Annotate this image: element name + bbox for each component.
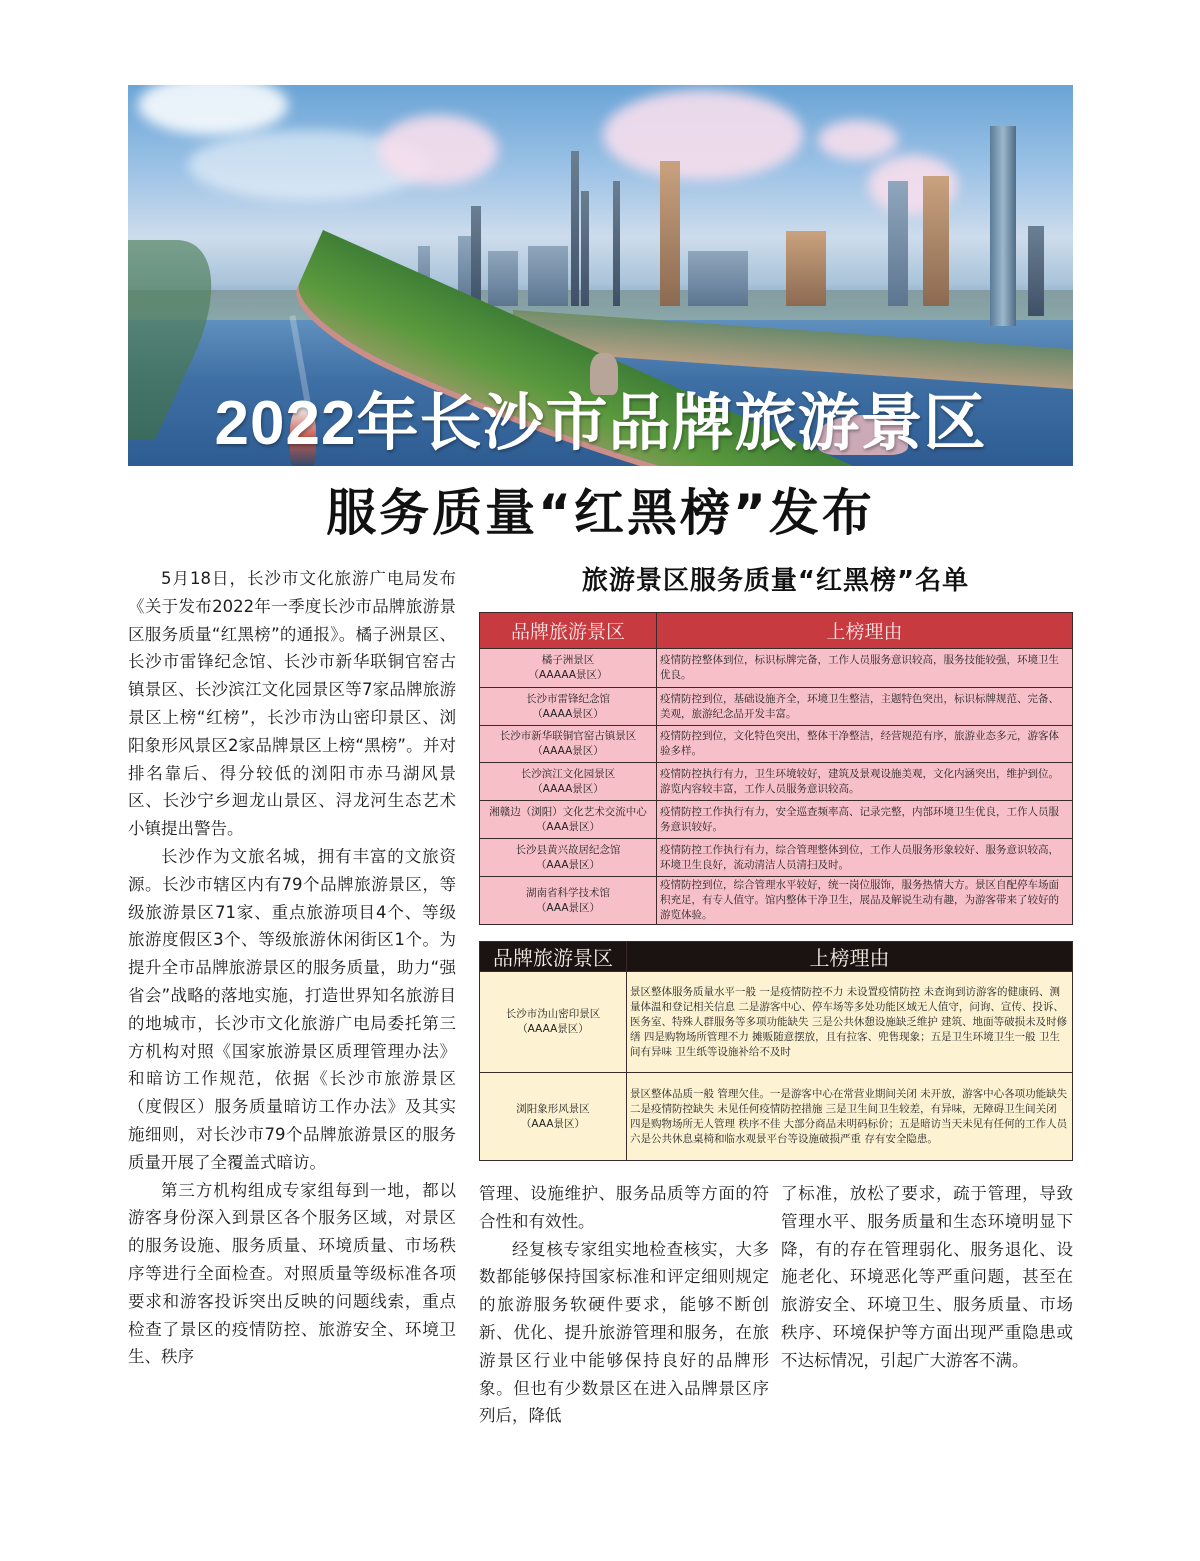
black-list-table — [479, 941, 1073, 1161]
table-header-row — [480, 613, 1073, 649]
reason-cell: 景区整体品质一般 管理欠佳。一是游客中心在常营业期间关闭 未开放，游客中心各项功能缺失 二是疫情防控缺失 未见任何疫情防控措施 三是卫生间卫生较差，有异味，无障碍卫生间关闭 四是购物场所无人管理 秩序不佳 大部分商品未明码标价；五是暗访当天未见有任何的工作人员 六是公共休息桌椅和临水观景平台等设施破损严重 存有安全隐患。 — [627, 1073, 1073, 1161]
article-right-column — [781, 1180, 1073, 1375]
scenic-area-cell — [480, 649, 657, 688]
cloud-shape — [818, 120, 898, 160]
scenic-area-cell — [480, 877, 657, 925]
table-row — [480, 801, 1073, 839]
reason-cell: 景区整体服务质量水平一般 一是疫情防控不力 未设置疫情防控 未查询到访游客的健康码、测量体温和登记相关信息 二是游客中心、停车场等多处功能区域无人值守，问询、宣传、投诉、医务室、特殊人群服务等多项功能缺失 三是公共休憩设施缺乏维护 建筑、地面等破损未及时修缮 四是购物场所管理不力 摊贩随意摆放，且有拉客、兜售现象；五是卫生环境卫生一般 卫生间有异味 卫生纸等设施补给不及时 — [627, 972, 1073, 1073]
building — [1028, 226, 1044, 316]
scenic-area-cell — [480, 839, 657, 877]
building — [923, 176, 949, 306]
reason-cell: 疫情防控到位，综合管理水平较好，统一岗位服饰，服务热情大方。景区自配停车场面积充足，有专人值守。馆内整体干净卫生，展品及解说生动有趣，为游客带来了较好的游览体验。 — [657, 877, 1073, 925]
table-row — [480, 649, 1073, 688]
table-row — [480, 726, 1073, 763]
red-list-table — [479, 612, 1073, 925]
column-header-scenic-area: 品牌旅游景区 — [480, 613, 657, 649]
reason-cell: 疫情防控工作执行有力，安全巡查频率高、记录完整，内部环境卫生优良，工作人员服务意识较好。 — [657, 801, 1073, 839]
table-row — [480, 763, 1073, 801]
scenic-area-name: 浏阳象形风景区 — [516, 1102, 590, 1115]
scenic-area-grade: （AAA景区） — [535, 901, 601, 914]
scenic-area-name: 长沙市新华联铜官窑古镇景区 — [499, 730, 637, 742]
table-header-row — [480, 942, 1073, 972]
scenic-area-grade: （AAAA景区） — [532, 782, 604, 795]
scenic-area-grade: （AAAA景区） — [517, 1023, 589, 1035]
table-row — [480, 877, 1073, 925]
scenic-area-name: 长沙滨江文化园景区 — [520, 767, 616, 780]
scenic-area-name: 长沙市雷锋纪念馆 — [526, 692, 610, 705]
scenic-area-cell — [480, 801, 657, 839]
column-header-reason: 上榜理由 — [627, 942, 1073, 972]
scenic-area-cell — [480, 688, 657, 726]
scenic-area-name: 湖南省科学技术馆 — [526, 886, 610, 899]
scenic-area-cell — [480, 1073, 627, 1161]
scenic-area-cell — [480, 972, 627, 1073]
reason-cell: 疫情防控执行有力，卫生环境较好，建筑及景观设施美观，文化内涵突出，维护到位。游览内容较丰富，工作人员服务意识较高。 — [657, 763, 1073, 801]
list-title: 旅游景区服务质量“红黑榜”名单 — [581, 566, 970, 596]
scenic-area-grade: （AAAAA景区） — [528, 669, 608, 681]
scenic-area-grade: （AAA景区） — [535, 858, 601, 871]
scenic-area-grade: （AAAA景区） — [532, 745, 604, 757]
scenic-area-cell — [480, 726, 657, 763]
paragraph: 5月18日，长沙市文化旅游广电局发布《关于发布2022年一季度长沙市品牌旅游景区服务质量“红黑榜”的通报》。橘子洲景区、长沙市雷锋纪念馆、长沙市新华联铜官窑古镇景区、长沙滨江文化园景区等7家品牌旅游景区上榜“红榜”，长沙市沩山密印景区、浏阳象形风景区2家品牌景区上榜“黑榜”。并对排名靠后、得分较低的浏阳市赤马湖风景区、长沙宁乡迴龙山景区、浔龙河生态艺术小镇提出警告。 — [128, 569, 456, 839]
building — [786, 231, 826, 306]
building — [888, 181, 908, 306]
column-header-reason: 上榜理由 — [657, 613, 1073, 649]
paragraph: 第三方机构组成专家组每到一地，都以游客身份深入到景区各个服务区域，对景区的服务设施、服务质量、环境质量、市场秩序等进行全面检查。对照质量等级标准各项要求和游客投诉突出反映的问题线索，重点检查了景区的疫情防控、旅游安全、环境卫生、秩序 — [128, 1180, 456, 1367]
paragraph: 长沙作为文旅名城，拥有丰富的文旅资源。长沙市辖区内有79个品牌旅游景区，等级旅游景区71家、重点旅游项目4个、等级旅游度假区3个、等级旅游休闲街区1个。为提升全市品牌旅游景区的服务质量，助力“强省会”战略的落地实施，打造世界知名旅游目的地城市，长沙市文化旅游广电局委托第三方机构对照《国家旅游景区质理管理办法》和暗访工作规范，依据《长沙市旅游景区（度假区）服务质量暗访工作办法》及其实施细则，对长沙市79个品牌旅游景区的服务质量开展了全覆盖式暗访。 — [128, 846, 456, 1172]
table-row — [480, 1073, 1073, 1161]
building — [471, 206, 481, 306]
article-left-column — [128, 565, 456, 1371]
reason-cell: 疫情防控到位，文化特色突出，整体干净整洁，经营规范有序，旅游业态多元，游客体验多样。 — [657, 726, 1073, 763]
building — [660, 161, 680, 306]
building — [688, 251, 748, 306]
reason-cell: 疫情防控到位，基础设施齐全，环境卫生整洁，主题特色突出，标识标牌规范、完备、美观，旅游纪念品开发丰富。 — [657, 688, 1073, 726]
scenic-area-grade: （AAA景区） — [520, 1117, 586, 1130]
scenic-area-name: 长沙县黄兴故居纪念馆 — [515, 843, 621, 856]
building — [581, 191, 589, 306]
table-row — [480, 972, 1073, 1073]
scenic-area-name: 长沙市沩山密印景区 — [505, 1008, 601, 1020]
scenic-area-grade: （AAAA景区） — [532, 707, 604, 720]
table-row — [480, 688, 1073, 726]
cloud-shape — [378, 115, 498, 185]
building — [528, 246, 568, 306]
paragraph: 管理、设施维护、服务品质等方面的符合性和有效性。 — [479, 1184, 769, 1231]
building — [571, 151, 579, 306]
reason-cell: 疫情防控工作执行有力，综合管理整体到位，工作人员服务形象较好、服务意识较高，环境卫生良好，流动清洁人员清扫及时。 — [657, 839, 1073, 877]
building — [488, 251, 518, 306]
building — [990, 126, 1016, 326]
reason-cell: 疫情防控整体到位，标识标牌完备，工作人员服务意识较高，服务技能较强，环境卫生优良。 — [657, 649, 1073, 688]
scenic-area-grade: （AAA景区） — [535, 820, 601, 833]
cloud-shape — [603, 90, 803, 180]
paragraph: 经复核专家组实地检查核实，大多数都能够保持国家标准和评定细则规定的旅游服务软硬件要求，能够不断创新、优化、提升旅游管理和服务，在旅游景区行业中能够保持良好的品牌形象。但也有少数景区在进入品牌景区序列后，降低 — [479, 1239, 769, 1426]
article-middle-column — [479, 1180, 769, 1430]
scenic-area-name: 橘子洲景区 — [541, 654, 595, 666]
hero-photo — [128, 85, 1073, 466]
paragraph: 了标准，放松了要求，疏于管理，导致管理水平、服务质量和生态环境明显下降，有的存在管理弱化、服务退化、设施老化、环境恶化等严重问题，甚至在旅游安全、环境卫生、服务质量、市场秩序、环境保护等方面出现严重隐患或不达标情况，引起广大游客不满。 — [781, 1184, 1073, 1370]
scenic-area-cell — [480, 763, 657, 801]
cloud-shape — [138, 85, 288, 135]
building — [613, 181, 620, 306]
scenic-area-name: 湘赣边（浏阳）文化艺术交流中心 — [489, 805, 647, 818]
page-title: 2022年长沙市品牌旅游景区 — [214, 389, 987, 458]
page-subtitle: 服务质量“红黑榜”发布 — [326, 484, 875, 542]
table-row — [480, 839, 1073, 877]
column-header-scenic-area: 品牌旅游景区 — [480, 942, 627, 972]
